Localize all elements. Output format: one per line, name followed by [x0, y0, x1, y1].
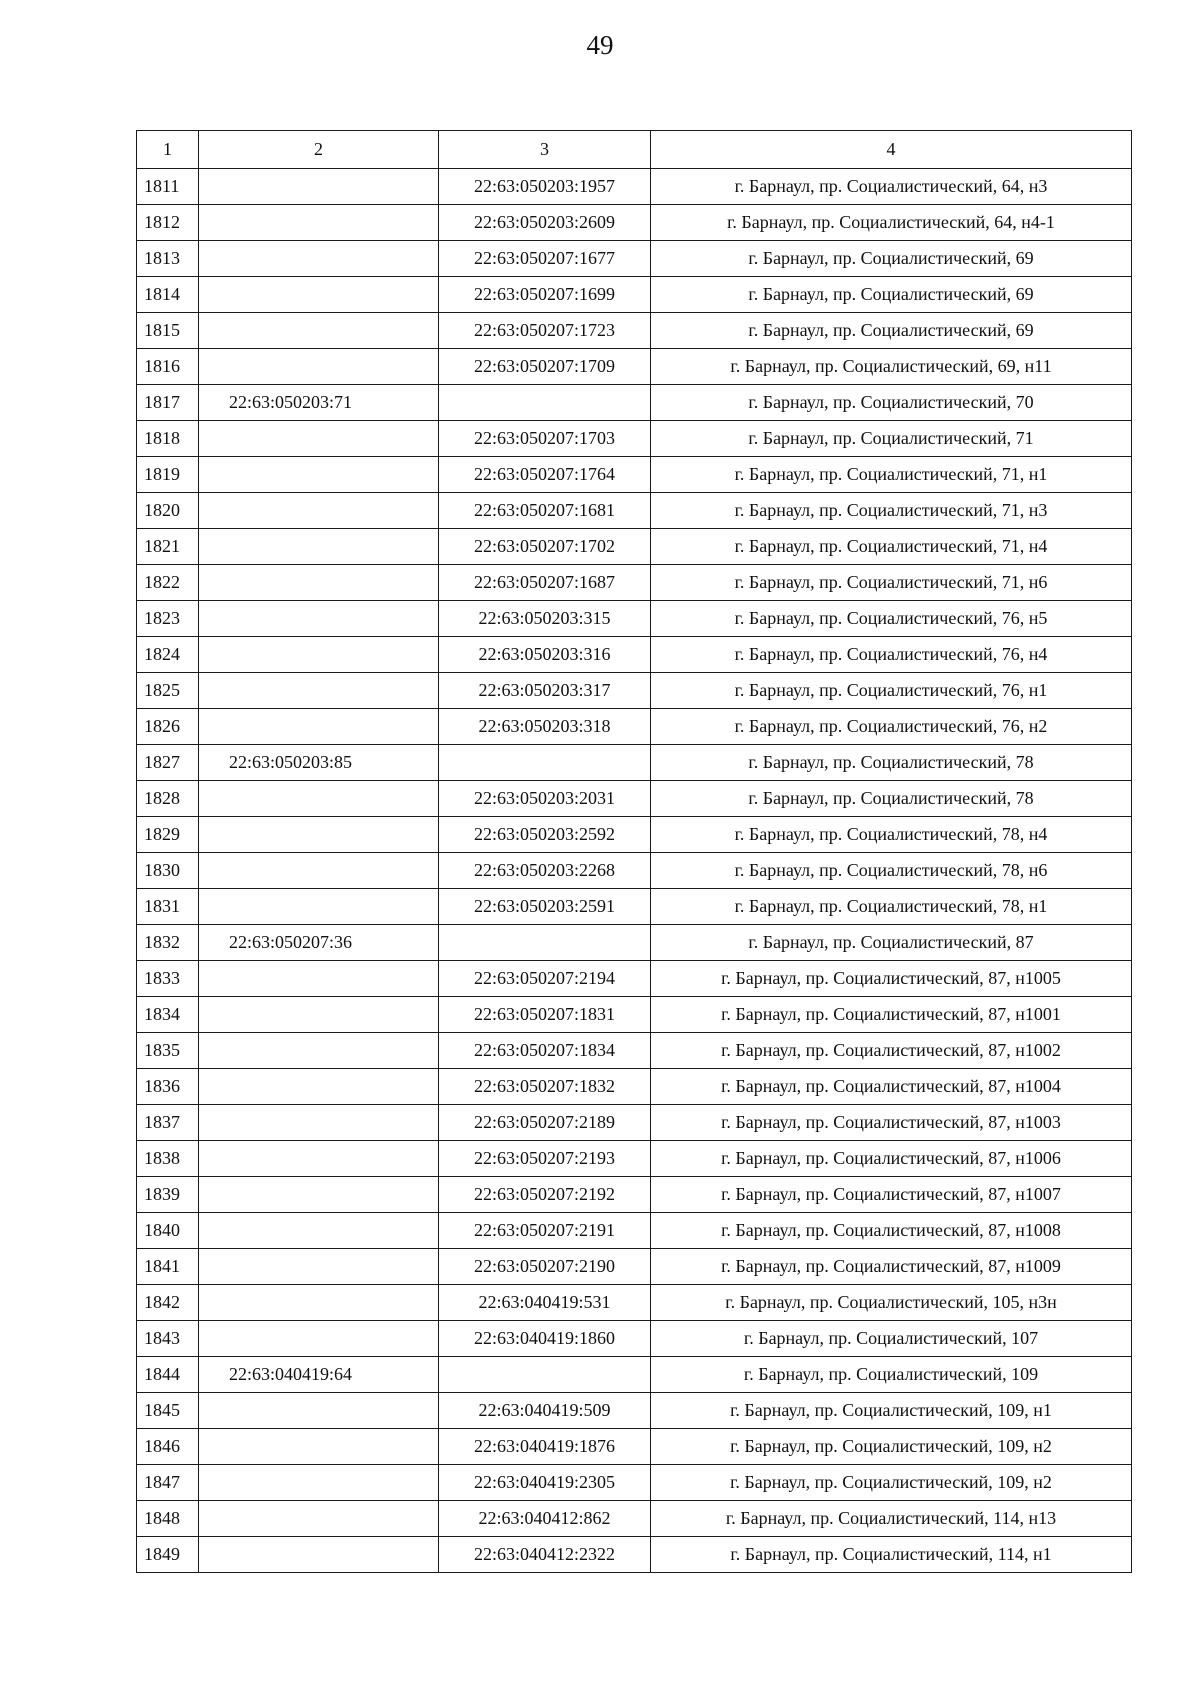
- object-number-cell: 22:63:050207:2194: [439, 961, 651, 997]
- land-plot-number-cell: [199, 205, 439, 241]
- object-number-cell: 22:63:040419:1876: [439, 1429, 651, 1465]
- column-header-4: 4: [651, 131, 1132, 169]
- table-row: [137, 1177, 1132, 1213]
- address-cell: г. Барнаул, пр. Социалистический, 87, н1005: [651, 961, 1132, 997]
- land-plot-number-cell: [199, 1537, 439, 1573]
- row-number-cell: 1843: [137, 1321, 199, 1357]
- row-number-cell: 1837: [137, 1105, 199, 1141]
- object-number-cell: 22:63:040412:862: [439, 1501, 651, 1537]
- table-row: [137, 637, 1132, 673]
- row-number-cell: 1838: [137, 1141, 199, 1177]
- object-number-cell: 22:63:050207:1677: [439, 241, 651, 277]
- land-plot-number-cell: [199, 1393, 439, 1429]
- land-plot-number-cell: [199, 313, 439, 349]
- land-plot-number-cell: [199, 1141, 439, 1177]
- table-row: [137, 385, 1132, 421]
- table-row: [137, 349, 1132, 385]
- row-number-cell: 1831: [137, 889, 199, 925]
- table-row: [137, 673, 1132, 709]
- row-number-cell: 1832: [137, 925, 199, 961]
- row-number-cell: 1822: [137, 565, 199, 601]
- address-cell: г. Барнаул, пр. Социалистический, 107: [651, 1321, 1132, 1357]
- object-number-cell: 22:63:050207:1702: [439, 529, 651, 565]
- land-plot-number-cell: 22:63:040419:64: [199, 1357, 439, 1393]
- address-cell: г. Барнаул, пр. Социалистический, 69, н11: [651, 349, 1132, 385]
- address-cell: г. Барнаул, пр. Социалистический, 69: [651, 277, 1132, 313]
- table-header-row: [137, 131, 1132, 169]
- address-cell: г. Барнаул, пр. Социалистический, 64, н4-1: [651, 205, 1132, 241]
- table-row: [137, 925, 1132, 961]
- table-row: [137, 1357, 1132, 1393]
- table-row: [137, 493, 1132, 529]
- land-plot-number-cell: [199, 961, 439, 997]
- row-number-cell: 1827: [137, 745, 199, 781]
- land-plot-number-cell: [199, 241, 439, 277]
- land-plot-number-cell: [199, 1501, 439, 1537]
- table-row: [137, 1249, 1132, 1285]
- table-row: [137, 1213, 1132, 1249]
- row-number-cell: 1818: [137, 421, 199, 457]
- row-number-cell: 1814: [137, 277, 199, 313]
- land-plot-number-cell: [199, 853, 439, 889]
- land-plot-number-cell: [199, 1249, 439, 1285]
- table-row: [137, 601, 1132, 637]
- row-number-cell: 1840: [137, 1213, 199, 1249]
- object-number-cell: 22:63:050203:2592: [439, 817, 651, 853]
- object-number-cell: 22:63:050207:2192: [439, 1177, 651, 1213]
- column-header-1: 1: [137, 131, 199, 169]
- row-number-cell: 1848: [137, 1501, 199, 1537]
- land-plot-number-cell: [199, 601, 439, 637]
- object-number-cell: [439, 745, 651, 781]
- object-number-cell: 22:63:050207:2190: [439, 1249, 651, 1285]
- address-cell: г. Барнаул, пр. Социалистический, 87, н1002: [651, 1033, 1132, 1069]
- table-row: [137, 1285, 1132, 1321]
- address-cell: г. Барнаул, пр. Социалистический, 109, н2: [651, 1429, 1132, 1465]
- table-row: [137, 1501, 1132, 1537]
- address-cell: г. Барнаул, пр. Социалистический, 87, н1001: [651, 997, 1132, 1033]
- table-row: [137, 997, 1132, 1033]
- row-number-cell: 1835: [137, 1033, 199, 1069]
- object-number-cell: 22:63:050203:2591: [439, 889, 651, 925]
- address-cell: г. Барнаул, пр. Социалистический, 78, н4: [651, 817, 1132, 853]
- object-number-cell: 22:63:050207:1681: [439, 493, 651, 529]
- object-number-cell: 22:63:050207:1764: [439, 457, 651, 493]
- address-cell: г. Барнаул, пр. Социалистический, 76, н4: [651, 637, 1132, 673]
- table-row: [137, 529, 1132, 565]
- address-cell: г. Барнаул, пр. Социалистический, 71, н4: [651, 529, 1132, 565]
- row-number-cell: 1845: [137, 1393, 199, 1429]
- row-number-cell: 1846: [137, 1429, 199, 1465]
- land-plot-number-cell: [199, 889, 439, 925]
- object-number-cell: 22:63:050207:1831: [439, 997, 651, 1033]
- object-number-cell: 22:63:050203:2031: [439, 781, 651, 817]
- row-number-cell: 1841: [137, 1249, 199, 1285]
- object-number-cell: 22:63:050207:1834: [439, 1033, 651, 1069]
- address-cell: г. Барнаул, пр. Социалистический, 109: [651, 1357, 1132, 1393]
- row-number-cell: 1821: [137, 529, 199, 565]
- object-number-cell: 22:63:050203:1957: [439, 169, 651, 205]
- table-row: [137, 1537, 1132, 1573]
- row-number-cell: 1820: [137, 493, 199, 529]
- land-plot-number-cell: [199, 457, 439, 493]
- land-plot-number-cell: [199, 997, 439, 1033]
- registry-table: [136, 130, 1132, 1573]
- row-number-cell: 1813: [137, 241, 199, 277]
- table-row: [137, 457, 1132, 493]
- table-row: [137, 1429, 1132, 1465]
- table-row: [137, 1069, 1132, 1105]
- object-number-cell: 22:63:040412:2322: [439, 1537, 651, 1573]
- land-plot-number-cell: [199, 1177, 439, 1213]
- object-number-cell: 22:63:050207:2191: [439, 1213, 651, 1249]
- table-row: [137, 1393, 1132, 1429]
- table-row: [137, 889, 1132, 925]
- table-row: [137, 1033, 1132, 1069]
- row-number-cell: 1826: [137, 709, 199, 745]
- land-plot-number-cell: [199, 169, 439, 205]
- object-number-cell: 22:63:040419:2305: [439, 1465, 651, 1501]
- table-row: [137, 817, 1132, 853]
- address-cell: г. Барнаул, пр. Социалистический, 87, н1003: [651, 1105, 1132, 1141]
- object-number-cell: 22:63:050207:1687: [439, 565, 651, 601]
- table-row: [137, 169, 1132, 205]
- land-plot-number-cell: [199, 1105, 439, 1141]
- address-cell: г. Барнаул, пр. Социалистический, 71, н6: [651, 565, 1132, 601]
- object-number-cell: 22:63:050207:1832: [439, 1069, 651, 1105]
- address-cell: г. Барнаул, пр. Социалистический, 71, н3: [651, 493, 1132, 529]
- object-number-cell: 22:63:050207:1703: [439, 421, 651, 457]
- land-plot-number-cell: [199, 349, 439, 385]
- table-row: [137, 565, 1132, 601]
- land-plot-number-cell: [199, 1321, 439, 1357]
- row-number-cell: 1849: [137, 1537, 199, 1573]
- address-cell: г. Барнаул, пр. Социалистический, 71: [651, 421, 1132, 457]
- row-number-cell: 1834: [137, 997, 199, 1033]
- object-number-cell: [439, 385, 651, 421]
- address-cell: г. Барнаул, пр. Социалистический, 78: [651, 745, 1132, 781]
- row-number-cell: 1836: [137, 1069, 199, 1105]
- address-cell: г. Барнаул, пр. Социалистический, 114, н13: [651, 1501, 1132, 1537]
- table-row: [137, 1105, 1132, 1141]
- object-number-cell: 22:63:040419:1860: [439, 1321, 651, 1357]
- row-number-cell: 1811: [137, 169, 199, 205]
- land-plot-number-cell: [199, 1033, 439, 1069]
- row-number-cell: 1833: [137, 961, 199, 997]
- address-cell: г. Барнаул, пр. Социалистический, 70: [651, 385, 1132, 421]
- land-plot-number-cell: [199, 1213, 439, 1249]
- object-number-cell: 22:63:050203:315: [439, 601, 651, 637]
- land-plot-number-cell: [199, 529, 439, 565]
- row-number-cell: 1828: [137, 781, 199, 817]
- row-number-cell: 1817: [137, 385, 199, 421]
- land-plot-number-cell: [199, 565, 439, 601]
- row-number-cell: 1829: [137, 817, 199, 853]
- row-number-cell: 1816: [137, 349, 199, 385]
- row-number-cell: 1812: [137, 205, 199, 241]
- table-row: [137, 313, 1132, 349]
- object-number-cell: [439, 925, 651, 961]
- land-plot-number-cell: 22:63:050207:36: [199, 925, 439, 961]
- table-row: [137, 241, 1132, 277]
- row-number-cell: 1823: [137, 601, 199, 637]
- address-cell: г. Барнаул, пр. Социалистический, 87, н1007: [651, 1177, 1132, 1213]
- object-number-cell: [439, 1357, 651, 1393]
- address-cell: г. Барнаул, пр. Социалистический, 69: [651, 313, 1132, 349]
- address-cell: г. Барнаул, пр. Социалистический, 78: [651, 781, 1132, 817]
- table-row: [137, 781, 1132, 817]
- column-header-3: 3: [439, 131, 651, 169]
- address-cell: г. Барнаул, пр. Социалистический, 78, н6: [651, 853, 1132, 889]
- address-cell: г. Барнаул, пр. Социалистический, 76, н1: [651, 673, 1132, 709]
- object-number-cell: 22:63:050207:2193: [439, 1141, 651, 1177]
- table-row: [137, 961, 1132, 997]
- address-cell: г. Барнаул, пр. Социалистический, 109, н1: [651, 1393, 1132, 1429]
- land-plot-number-cell: [199, 1285, 439, 1321]
- table-row: [137, 1465, 1132, 1501]
- table-row: [137, 277, 1132, 313]
- land-plot-number-cell: [199, 277, 439, 313]
- land-plot-number-cell: [199, 817, 439, 853]
- column-header-2: 2: [199, 131, 439, 169]
- object-number-cell: 22:63:040419:509: [439, 1393, 651, 1429]
- address-cell: г. Барнаул, пр. Социалистический, 64, н3: [651, 169, 1132, 205]
- object-number-cell: 22:63:050207:1709: [439, 349, 651, 385]
- address-cell: г. Барнаул, пр. Социалистический, 87, н1008: [651, 1213, 1132, 1249]
- table-row: [137, 205, 1132, 241]
- row-number-cell: 1825: [137, 673, 199, 709]
- object-number-cell: 22:63:050203:2609: [439, 205, 651, 241]
- land-plot-number-cell: [199, 493, 439, 529]
- land-plot-number-cell: [199, 1429, 439, 1465]
- row-number-cell: 1847: [137, 1465, 199, 1501]
- address-cell: г. Барнаул, пр. Социалистический, 109, н2: [651, 1465, 1132, 1501]
- address-cell: г. Барнаул, пр. Социалистический, 114, н1: [651, 1537, 1132, 1573]
- land-plot-number-cell: [199, 673, 439, 709]
- address-cell: г. Барнаул, пр. Социалистический, 87, н1009: [651, 1249, 1132, 1285]
- land-plot-number-cell: [199, 421, 439, 457]
- page-number: 49: [586, 30, 614, 60]
- land-plot-number-cell: 22:63:050203:85: [199, 745, 439, 781]
- land-plot-number-cell: [199, 1069, 439, 1105]
- object-number-cell: 22:63:050203:318: [439, 709, 651, 745]
- address-cell: г. Барнаул, пр. Социалистический, 87, н1004: [651, 1069, 1132, 1105]
- address-cell: г. Барнаул, пр. Социалистический, 71, н1: [651, 457, 1132, 493]
- object-number-cell: 22:63:050203:317: [439, 673, 651, 709]
- land-plot-number-cell: [199, 1465, 439, 1501]
- object-number-cell: 22:63:050207:2189: [439, 1105, 651, 1141]
- row-number-cell: 1824: [137, 637, 199, 673]
- row-number-cell: 1830: [137, 853, 199, 889]
- object-number-cell: 22:63:050207:1723: [439, 313, 651, 349]
- row-number-cell: 1819: [137, 457, 199, 493]
- row-number-cell: 1844: [137, 1357, 199, 1393]
- land-plot-number-cell: [199, 709, 439, 745]
- table-row: [137, 1321, 1132, 1357]
- address-cell: г. Барнаул, пр. Социалистический, 76, н2: [651, 709, 1132, 745]
- object-number-cell: 22:63:050203:2268: [439, 853, 651, 889]
- land-plot-number-cell: [199, 637, 439, 673]
- table-row: [137, 709, 1132, 745]
- row-number-cell: 1815: [137, 313, 199, 349]
- land-plot-number-cell: 22:63:050203:71: [199, 385, 439, 421]
- table-row: [137, 745, 1132, 781]
- address-cell: г. Барнаул, пр. Социалистический, 87: [651, 925, 1132, 961]
- table-row: [137, 853, 1132, 889]
- object-number-cell: 22:63:040419:531: [439, 1285, 651, 1321]
- row-number-cell: 1842: [137, 1285, 199, 1321]
- address-cell: г. Барнаул, пр. Социалистический, 105, н3н: [651, 1285, 1132, 1321]
- row-number-cell: 1839: [137, 1177, 199, 1213]
- table-row: [137, 1141, 1132, 1177]
- address-cell: г. Барнаул, пр. Социалистический, 76, н5: [651, 601, 1132, 637]
- table-row: [137, 421, 1132, 457]
- object-number-cell: 22:63:050203:316: [439, 637, 651, 673]
- address-cell: г. Барнаул, пр. Социалистический, 69: [651, 241, 1132, 277]
- address-cell: г. Барнаул, пр. Социалистический, 78, н1: [651, 889, 1132, 925]
- address-cell: г. Барнаул, пр. Социалистический, 87, н1006: [651, 1141, 1132, 1177]
- table-body: [137, 169, 1132, 1573]
- land-plot-number-cell: [199, 781, 439, 817]
- object-number-cell: 22:63:050207:1699: [439, 277, 651, 313]
